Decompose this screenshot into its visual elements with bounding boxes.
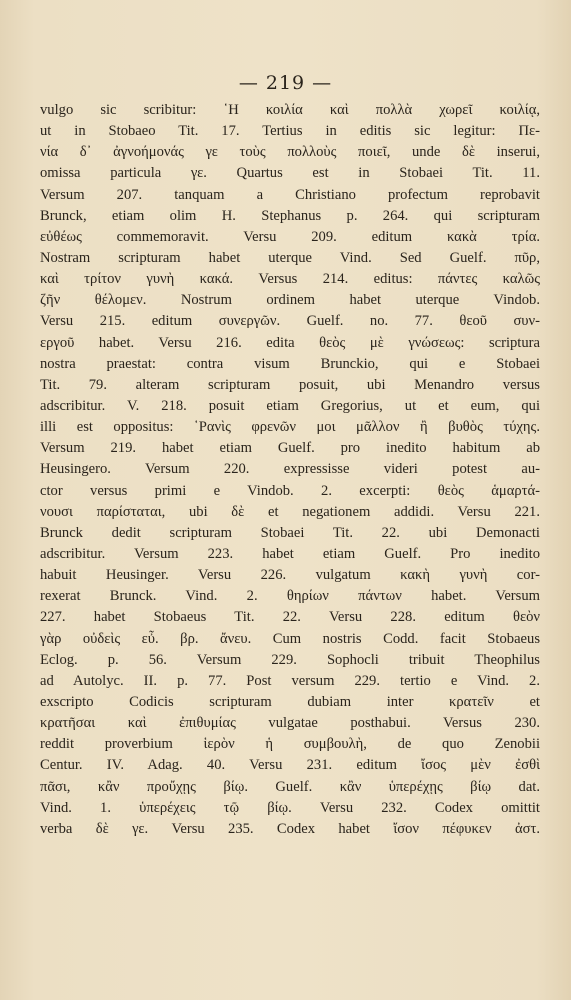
text-line: exscripto Codicis scripturam dubiam inter κρατεῖν et xyxy=(40,693,540,710)
text-line: adscribitur. Versum 223. habet etiam Guelf. Pro inedito xyxy=(40,545,540,562)
text-line: εργοῦ habet. Versu 216. edita θεὸς μὲ γνώσεως: scriptura xyxy=(40,334,540,351)
text-line: 227. habet Stobaeus Tit. 22. Versu 228. editum θεὸν xyxy=(40,609,540,626)
text-line: adscribitur. V. 218. posuit etiam Gregorius, ut et eum, qui xyxy=(40,397,540,414)
text-line: κρατῆσαι καὶ ἐπιθυμίας vulgatae posthabui. Versus 230. xyxy=(40,715,540,732)
body-text xyxy=(40,100,540,840)
text-line: καὶ τρίτον γυνὴ κακά. Versus 214. editus: πάντες καλῶς xyxy=(40,271,540,288)
text-line: Versu 215. editum συνεργῶν. Guelf. no. 77. θεοῦ συν- xyxy=(40,313,540,330)
text-line: omissa particula γε. Quartus est in Stobaei Tit. 11. xyxy=(40,165,540,182)
text-line: habuit Heusinger. Versu 226. vulgatum κακὴ γυνὴ cor- xyxy=(40,567,540,584)
text-line: verba δὲ γε. Versu 235. Codex habet ἴσον πέφυκεν ἀστ. xyxy=(40,820,540,837)
text-line: Eclog. p. 56. Versum 229. Sophocli tribuit Theophilus xyxy=(40,651,540,668)
text-line: νία δ᾽ ἀγνοήμονάς γε τοὺς πολλοὺς ποιεῖ, unde δὲ inserui, xyxy=(40,144,540,161)
page-number-header: — 219 — xyxy=(238,72,333,94)
text-line: Vind. 1. ὑπερέχεις τῷ βίῳ. Versu 232. Codex omittit xyxy=(40,799,540,816)
text-line: εὐθέως commemoravit. Versu 209. editum κακὰ τρία. xyxy=(40,228,540,245)
text-line: ζῆν θέλομεν. Nostrum ordinem habet uterque Vindob. xyxy=(40,292,540,309)
text-line: Nostram scripturam habet uterque Vind. Sed Guelf. πῦρ, xyxy=(40,249,540,266)
text-line: Tit. 79. alteram scripturam posuit, ubi Menandro versus xyxy=(40,376,540,393)
text-line: Centur. IV. Adag. 40. Versu 231. editum ἴσος μὲν ἐσθὶ xyxy=(40,757,540,774)
text-line: illi est oppositus: ῾Ρανὶς φρενῶν μοι μᾶλλον ἢ βυθὸς τύχης. xyxy=(40,419,540,436)
text-line: ad Autolyc. II. p. 77. Post versum 229. tertio e Vind. 2. xyxy=(40,672,540,689)
text-line: πᾶσι, κἂν προὔχῃς βίῳ. Guelf. κἂν ὑπερέχῃς βίῳ dat. xyxy=(40,778,540,795)
text-line: Brunck, etiam olim H. Stephanus p. 264. qui scripturam xyxy=(40,207,540,224)
text-line: νουσι παρίσταται, ubi δὲ et negationem addidi. Versu 221. xyxy=(40,503,540,520)
text-line: γὰρ οὐδεὶς εὖ. βρ. ἄνευ. Cum nostris Codd. facit Stobaeus xyxy=(40,630,540,647)
text-line: Versum 219. habet etiam Guelf. pro inedito habitum ab xyxy=(40,440,540,457)
text-line: Heusingero. Versum 220. expressisse videri potest au- xyxy=(40,461,540,478)
text-line: rexerat Brunck. Vind. 2. θηρίων πάντων habet. Versum xyxy=(40,588,540,605)
text-line: ctor versus primi e Vindob. 2. excerpti: θεὸς ἁμαρτά- xyxy=(40,482,540,499)
text-line: Brunck dedit scripturam Stobaei Tit. 22. ubi Demonacti xyxy=(40,524,540,541)
text-line: ut in Stobaeo Tit. 17. Tertius in editis sic legitur: Πε- xyxy=(40,123,540,140)
text-line: nostra praestat: contra visum Brunckio, qui e Stobaei xyxy=(40,355,540,372)
text-line: reddit proverbium ἱερὸν ἡ συμβουλὴ, de quo Zenobii xyxy=(40,736,540,753)
text-line: Versum 207. tanquam a Christiano profectum reprobavit xyxy=(40,186,540,203)
text-line: vulgo sic scribitur: ῾Η κοιλία καὶ πολλὰ χωρεῖ κοιλίᾳ, xyxy=(40,102,540,118)
